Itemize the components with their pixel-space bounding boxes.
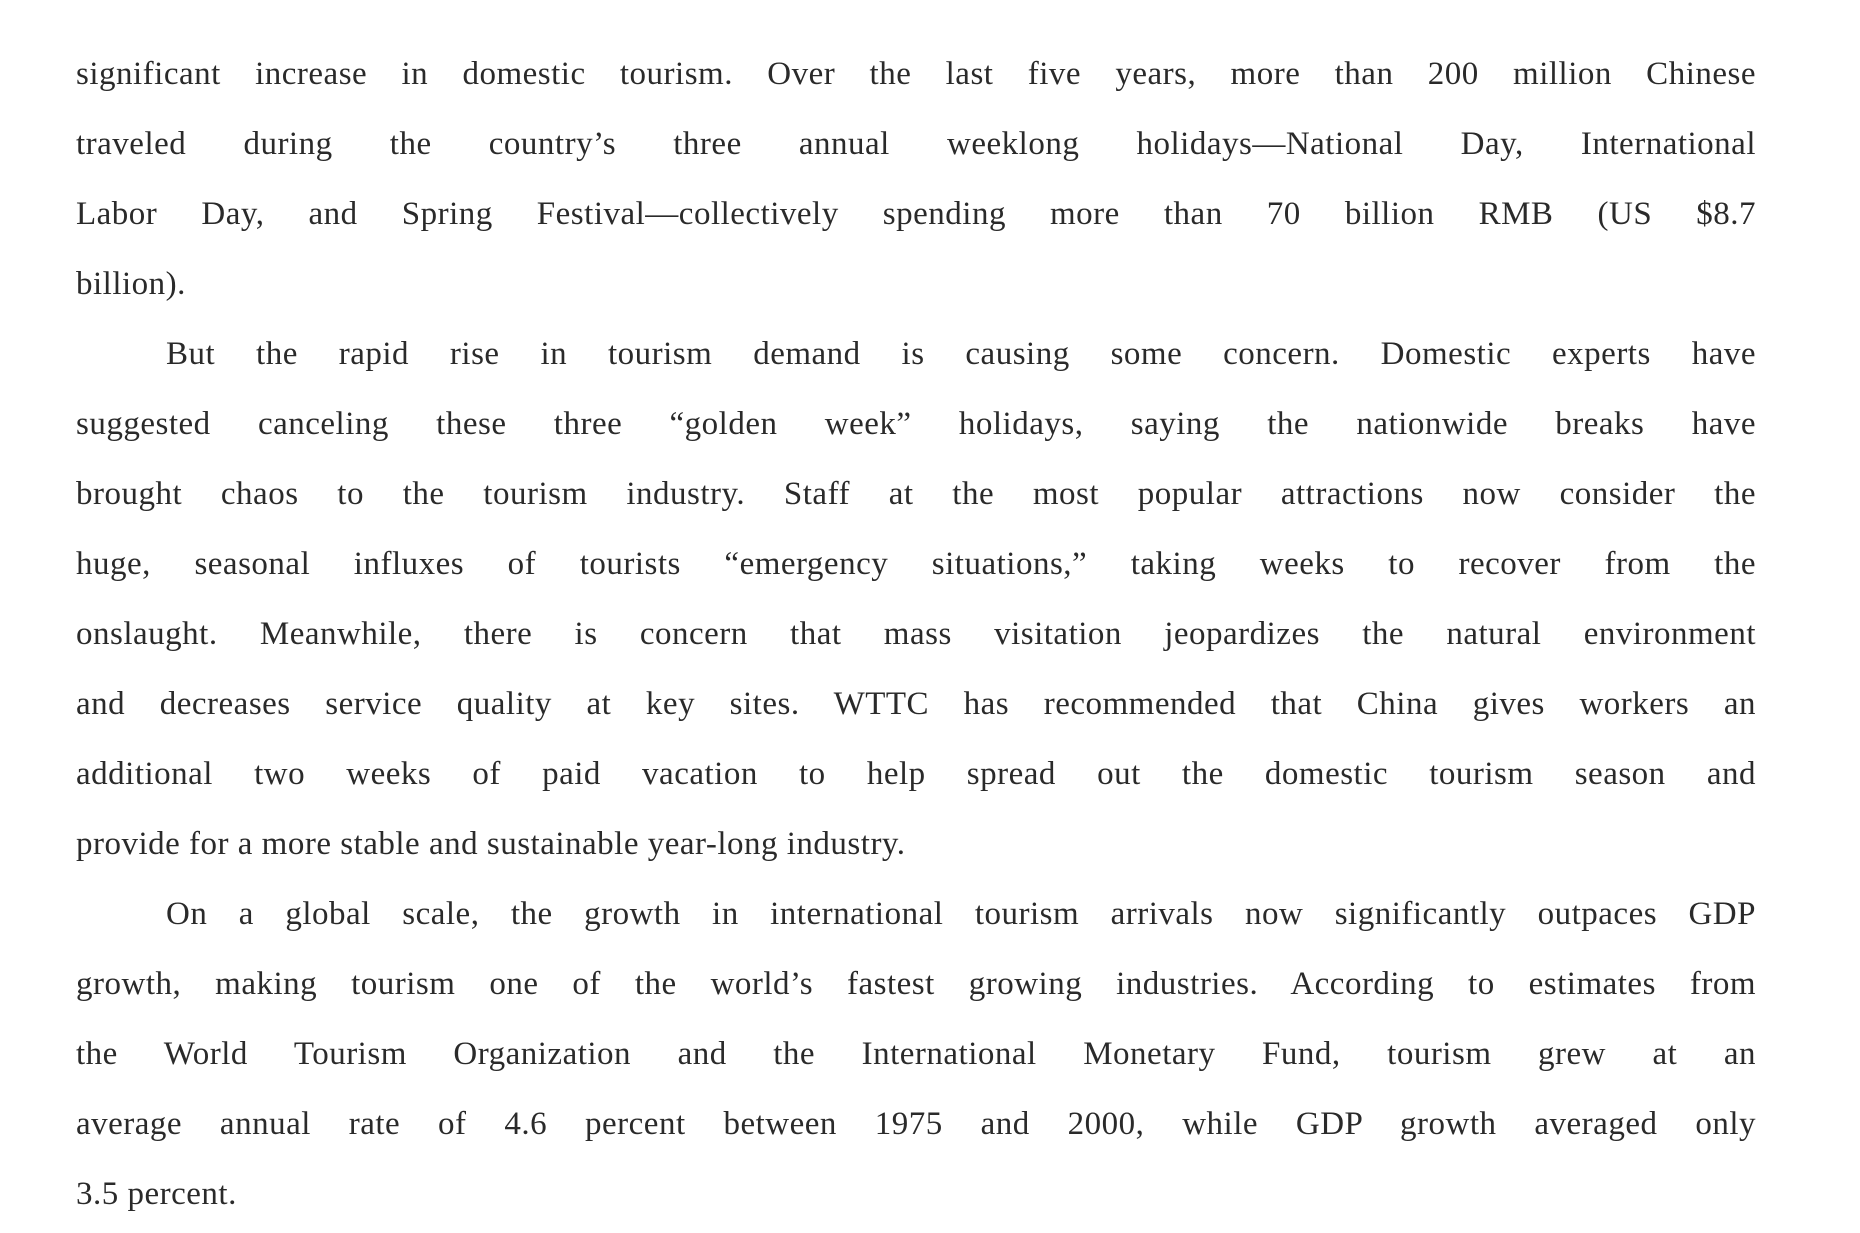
text-line: average annual rate of 4.6 percent between 1975 and 2000, while GDP growth averaged only bbox=[76, 1106, 1756, 1142]
paragraph-global-scale bbox=[76, 879, 1756, 1229]
text-line: growth, making tourism one of the world’s fastest growing industries. According to estimates from bbox=[76, 966, 1756, 1002]
text-line: significant increase in domestic tourism. Over the last five years, more than 200 million Chinese bbox=[76, 56, 1756, 92]
text-line: and decreases service quality at key sites. WTTC has recommended that China gives workers an bbox=[76, 686, 1756, 722]
text-line: huge, seasonal influxes of tourists “emergency situations,” taking weeks to recover from the bbox=[76, 546, 1756, 582]
text-line: additional two weeks of paid vacation to help spread out the domestic tourism season and bbox=[76, 756, 1756, 792]
text-line: Labor Day, and Spring Festival—collectively spending more than 70 billion RMB (US $8.7 bbox=[76, 196, 1756, 232]
text-line: the World Tourism Organization and the International Monetary Fund, tourism grew at an bbox=[76, 1036, 1756, 1072]
text-line: But the rapid rise in tourism demand is causing some concern. Domestic experts have bbox=[166, 336, 1756, 372]
text-line: billion). bbox=[76, 266, 186, 302]
text-line: suggested canceling these three “golden week” holidays, saying the nationwide breaks have bbox=[76, 406, 1756, 442]
paragraph-golden-week bbox=[76, 319, 1756, 879]
paragraph-continued bbox=[76, 39, 1756, 319]
text-line: onslaught. Meanwhile, there is concern that mass visitation jeopardizes the natural environment bbox=[76, 616, 1756, 652]
text-line: traveled during the country’s three annual weeklong holidays—National Day, International bbox=[76, 126, 1756, 162]
document-page bbox=[76, 39, 1756, 1229]
text-line: 3.5 percent. bbox=[76, 1176, 237, 1212]
text-line: On a global scale, the growth in international tourism arrivals now significantly outpaces GDP bbox=[166, 896, 1756, 932]
text-line: provide for a more stable and sustainable year-long industry. bbox=[76, 826, 906, 862]
text-line: brought chaos to the tourism industry. Staff at the most popular attractions now consider the bbox=[76, 476, 1756, 512]
